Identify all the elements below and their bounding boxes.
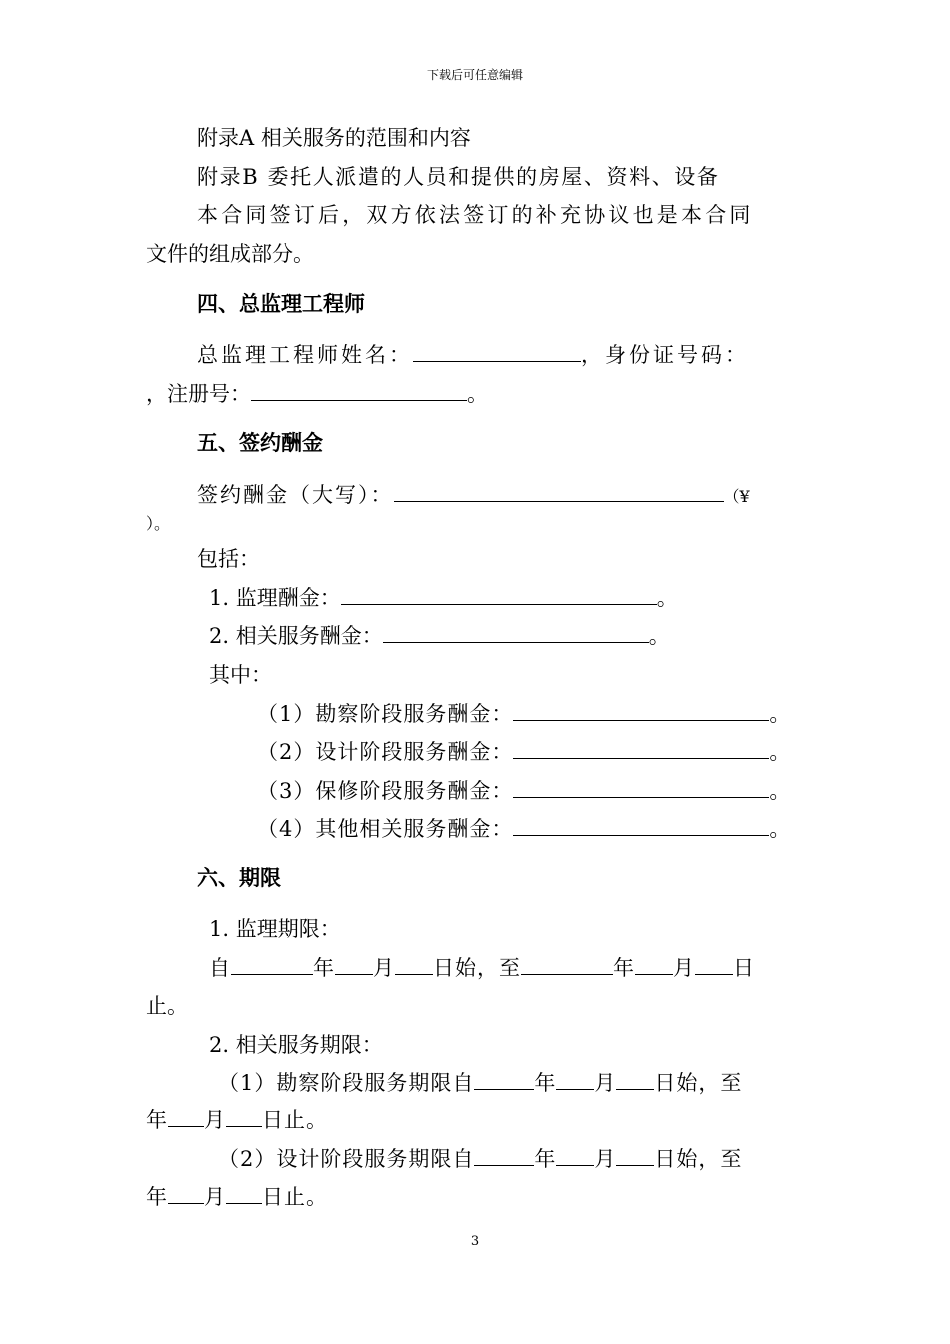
fee-2-blank[interactable] <box>383 622 649 643</box>
svc2-end-day-blank[interactable] <box>226 1183 262 1204</box>
sub-fee-3-label: （3）保修阶段服务酬金： <box>257 779 514 803</box>
day-start-label: 日始，至 <box>654 1071 743 1095</box>
period: 。 <box>648 624 670 648</box>
day-label: 日 <box>733 956 755 980</box>
year-label: 年 <box>146 1185 168 1209</box>
registration-label: ，注册号： <box>146 382 251 406</box>
start-year-blank[interactable] <box>231 954 313 975</box>
sub-fee-2-label: （2）设计阶段服务酬金： <box>257 740 514 764</box>
term-1-dates-row <box>209 954 755 982</box>
month-label: 月 <box>594 1147 617 1171</box>
period: 。 <box>467 382 488 406</box>
registration-row <box>146 380 488 408</box>
yen-label: （¥ <box>723 487 750 506</box>
month-label: 月 <box>673 956 695 980</box>
include-label: 包括： <box>197 547 260 571</box>
month-label: 月 <box>204 1108 226 1132</box>
fee-1-label: 1. 监理酬金： <box>209 586 341 610</box>
term-1-label: 1. 监理期限： <box>209 917 341 941</box>
fee-2-row <box>209 622 670 650</box>
svc2-start-year-blank[interactable] <box>474 1145 534 1166</box>
appendix-b: 附录B 委托人派遣的人员和提供的房屋、资料、设备 <box>197 165 720 189</box>
day-start-label: 日始，至 <box>433 956 521 980</box>
day-stop-label: 日止。 <box>262 1185 328 1209</box>
sub-fee-3-row <box>257 777 791 805</box>
from-label: 自 <box>209 956 231 980</box>
appendix-a: 附录A 相关服务的范围和内容 <box>197 126 471 150</box>
section-6-heading: 六、期限 <box>197 866 281 890</box>
term-1-stop: 止。 <box>146 994 188 1018</box>
svc1-start-year-blank[interactable] <box>474 1069 534 1090</box>
period: 。 <box>769 702 792 726</box>
service-term-2-label: （2）设计阶段服务期限自 <box>218 1147 475 1171</box>
service-term-1-label: （1）勘察阶段服务期限自 <box>218 1071 475 1095</box>
service-term-1-end-row <box>146 1106 328 1134</box>
service-term-1-row <box>218 1069 742 1097</box>
engineer-name-blank[interactable] <box>413 341 581 362</box>
svc2-start-day-blank[interactable] <box>616 1145 654 1166</box>
engineer-name-label: 总监理工程师姓名： <box>197 343 413 367</box>
sub-fee-4-blank[interactable] <box>513 815 769 836</box>
end-day-blank[interactable] <box>695 954 733 975</box>
fee-total-label: 签约酬金（大写）： <box>197 483 394 507</box>
registration-blank[interactable] <box>251 380 467 401</box>
start-day-blank[interactable] <box>395 954 433 975</box>
page-header: 下载后可任意编辑 <box>426 68 523 82</box>
period: 。 <box>769 740 792 764</box>
period: 。 <box>769 779 792 803</box>
id-number-label: ，身份证号码： <box>581 343 749 367</box>
end-month-blank[interactable] <box>635 954 673 975</box>
term-2-label: 2. 相关服务期限： <box>209 1033 383 1057</box>
svc1-start-day-blank[interactable] <box>616 1069 654 1090</box>
sub-fee-1-blank[interactable] <box>513 700 769 721</box>
among-label: 其中： <box>209 663 272 687</box>
month-label: 月 <box>204 1185 226 1209</box>
day-stop-label: 日止。 <box>262 1108 328 1132</box>
engineer-name-row <box>197 341 749 369</box>
fee-1-row <box>209 584 678 612</box>
svc1-end-month-blank[interactable] <box>168 1106 204 1127</box>
year-label: 年 <box>313 956 335 980</box>
fee-total-row <box>197 481 750 511</box>
sub-fee-4-row <box>257 815 791 843</box>
year-label: 年 <box>146 1108 168 1132</box>
fee-total-blank[interactable] <box>394 481 724 502</box>
svc1-start-month-blank[interactable] <box>556 1069 594 1090</box>
end-year-blank[interactable] <box>521 954 613 975</box>
supplement-line-2: 文件的组成部分。 <box>146 242 314 266</box>
service-term-2-row <box>218 1145 742 1173</box>
page-number: 3 <box>470 1234 480 1249</box>
period: 。 <box>656 586 678 610</box>
year-label: 年 <box>534 1147 557 1171</box>
fee-1-blank[interactable] <box>341 584 657 605</box>
section-5-heading: 五、签约酬金 <box>197 431 323 455</box>
sub-fee-1-label: （1）勘察阶段服务酬金： <box>257 702 514 726</box>
section-4-heading: 四、总监理工程师 <box>197 292 365 316</box>
sub-fee-2-blank[interactable] <box>513 738 769 759</box>
sub-fee-1-row <box>257 700 791 728</box>
day-start-label: 日始，至 <box>654 1147 743 1171</box>
period: 。 <box>769 817 792 841</box>
sub-fee-4-label: （4）其他相关服务酬金： <box>257 817 514 841</box>
fee-total-close: ）。 <box>146 514 171 533</box>
fee-2-label: 2. 相关服务酬金： <box>209 624 383 648</box>
supplement-line-1: 本合同签订后，双方依法签订的补充协议也是本合同 <box>197 203 754 227</box>
sub-fee-2-row <box>257 738 791 766</box>
start-month-blank[interactable] <box>335 954 373 975</box>
svc2-end-month-blank[interactable] <box>168 1183 204 1204</box>
svc1-end-day-blank[interactable] <box>226 1106 262 1127</box>
svc2-start-month-blank[interactable] <box>556 1145 594 1166</box>
year-label: 年 <box>534 1071 557 1095</box>
year-label: 年 <box>613 956 635 980</box>
month-label: 月 <box>594 1071 617 1095</box>
sub-fee-3-blank[interactable] <box>513 777 769 798</box>
service-term-2-end-row <box>146 1183 328 1211</box>
month-label: 月 <box>373 956 395 980</box>
